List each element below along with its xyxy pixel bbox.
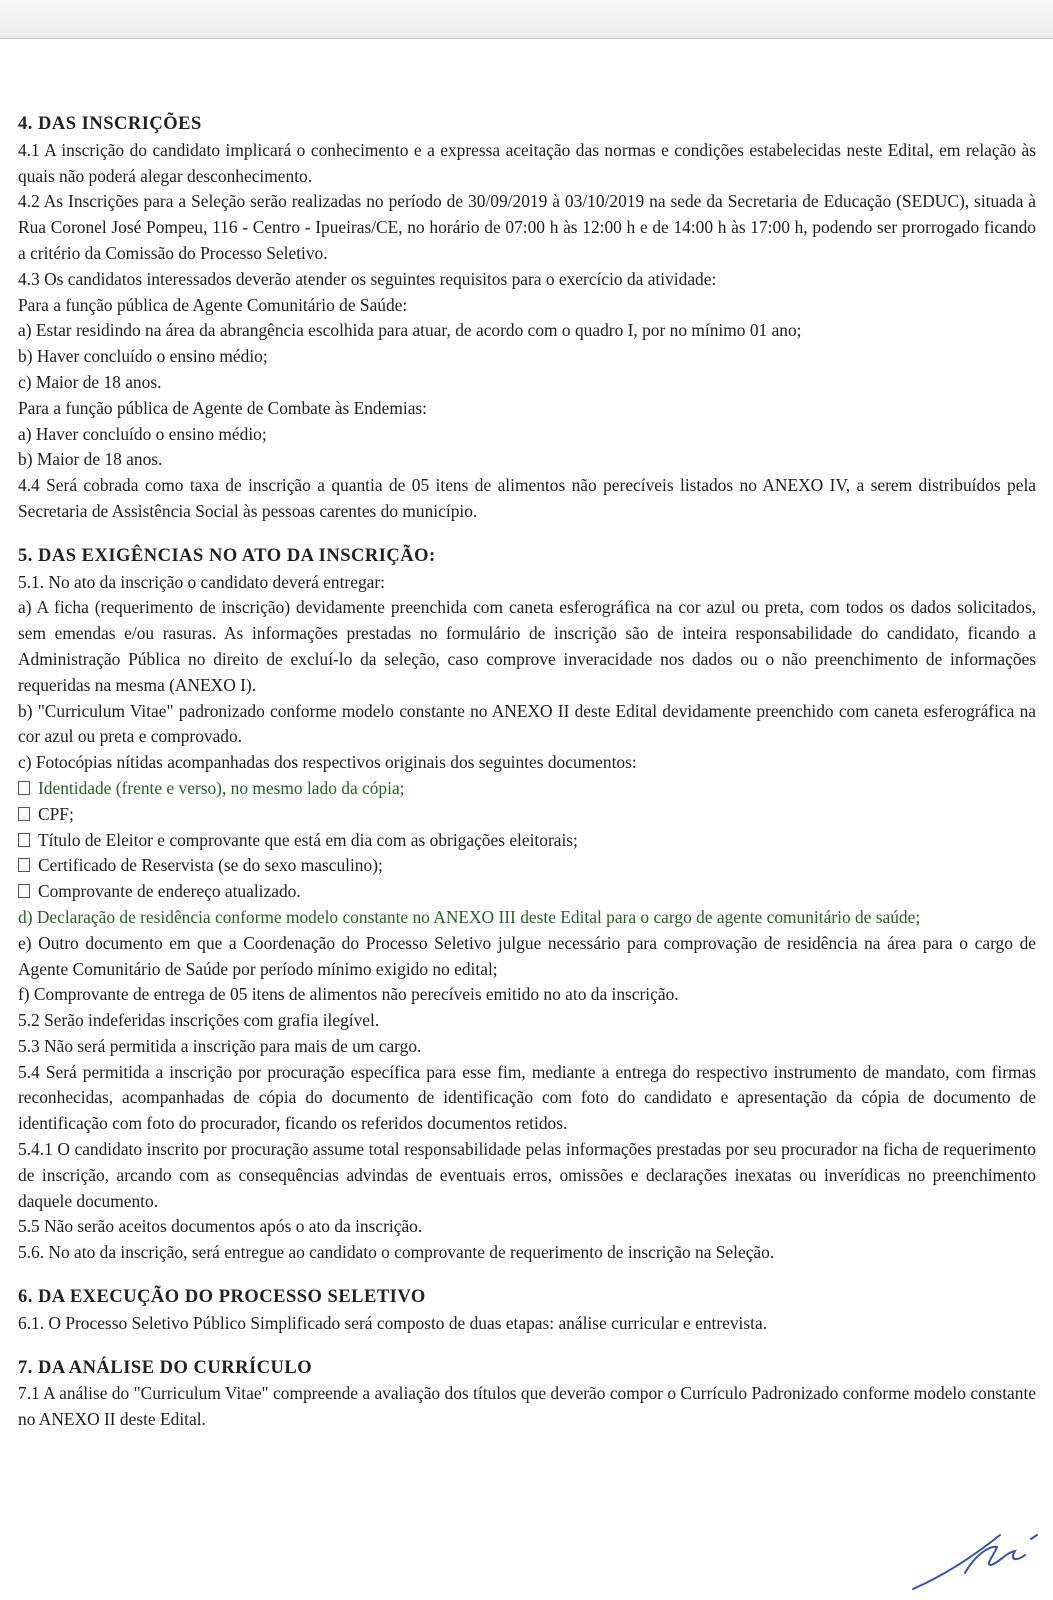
item-5-1-a: a) A ficha (requerimento de inscrição) devidamente preenchida com caneta esferográfica na cor azul ou preta, com todos os dados solicitados, sem emendas e/ou rasuras. As informações prestadas no formulário de inscrição são de inteira responsabilidade do candidato, ficando a Administração Pública no direito de excluí-lo da seleção, caso comprove inveracidade nos dados ou o não preenchimento de informações requeridas na mesma (ANEXO I). — [18, 597, 1036, 695]
acs-requirement-b: b) Haver concluído o ensino médio; — [18, 346, 268, 367]
checkbox-square-icon — [18, 884, 30, 898]
paragraph-4-4: 4.4 Será cobrada como taxa de inscrição a quantia de 05 itens de alimentos não perecíveis listados no ANEXO IV, a serem distribuídos pela Secretaria de Assistência Social às pessoas carentes do município. — [18, 475, 1036, 521]
item-5-1-c: c) Fotocópias nítidas acompanhadas dos respectivos originais dos seguintes documentos: — [18, 752, 637, 773]
section-5-title: 5. DAS EXIGÊNCIAS NO ATO DA INSCRIÇÃO: — [18, 545, 436, 566]
checkbox-square-icon — [18, 807, 30, 821]
section-4-title: 4. DAS INSCRIÇÕES — [18, 114, 202, 134]
checkbox-square-icon — [18, 858, 30, 872]
paragraph-5-4-1: 5.4.1 O candidato inscrito por procuração assume total responsabilidade pelas informações prestadas por seu procurador na ficha de requerimento de inscrição, arcando com as consequências advindas de eventuais erros, omissões e declarações inexatas ou inverídicas no preenchimento daquele documento. — [18, 1139, 1036, 1211]
paragraph-4-1: 4.1 A inscrição do candidato implicará o conhecimento e a expressa aceitação das normas e condições estabelecidas neste Edital, em relação às quais não poderá alegar desconhecimento. — [18, 139, 1036, 186]
bullet-text: Comprovante de endereço atualizado. — [38, 881, 301, 902]
paragraph-5-4: 5.4 Será permitida a inscrição por procuração específica para esse fim, mediante a entrega do respectivo instrumento de mandato, com firmas reconhecidas, acompanhadas de cópia do documento de identificação com foto do candidato e apresentação da cópia de documento de identificação com foto do procurador, ficando os referidos documentos retidos. — [18, 1061, 1036, 1134]
paragraph-5-3: 5.3 Não será permitida a inscrição para mais de um cargo. — [18, 1035, 422, 1056]
section-6-title: 6. DA EXECUÇÃO DO PROCESSO SELETIVO — [18, 1287, 426, 1308]
signature-mark — [905, 1525, 1045, 1595]
checkbox-square-icon — [18, 833, 30, 847]
section-7-title: 7. DA ANÁLISE DO CURRÍCULO — [18, 1357, 313, 1378]
document-bullet-cpf — [18, 802, 1036, 828]
paragraph-6-1: 6.1. O Processo Seletivo Público Simplificado será composto de duas etapas: análise curricular e entrevista. — [18, 1312, 768, 1333]
document-bullet-identity — [18, 776, 1036, 802]
paragraph-5-6: 5.6. No ato da inscrição, será entregue ao candidato o comprovante de requerimento de inscrição na Seleção. — [18, 1242, 775, 1263]
bullet-text: Identidade (frente e verso), no mesmo lado da cópia; — [38, 777, 405, 798]
item-5-1-d: d) Declaração de residência conforme modelo constante no ANEXO III deste Edital para o cargo de agente comunitário de saúde; — [18, 906, 921, 927]
acs-requirements-title: Para a função pública de Agente Comunitário de Saúde: — [18, 294, 408, 315]
ace-requirement-a: a) Haver concluído o ensino médio; — [18, 423, 267, 444]
bullet-text: Título de Eleitor e comprovante que está em dia com as obrigações eleitorais; — [38, 829, 578, 850]
ace-requirement-b: b) Maior de 18 anos. — [18, 449, 163, 470]
bullet-text: Certificado de Reservista (se do sexo masculino); — [38, 855, 383, 876]
paragraph-5-2: 5.2 Serão indeferidas inscrições com grafia ilegível. — [18, 1010, 380, 1031]
paragraph-5-5: 5.5 Não serão aceitos documentos após o ato da inscrição. — [18, 1216, 423, 1237]
document-page — [18, 112, 1036, 1433]
document-bullet-voter-id — [18, 828, 1036, 854]
paragraph-4-2: 4.2 As Inscrições para a Seleção serão realizadas no período de 30/09/2019 à 03/10/2019 na sede da Secretaria de Educação (SEDUC), situada à Rua Coronel José Pompeu, 116 - Centro - Ipueiras/CE, no horário de 07:00 h às 12:00 h e de 14:00 h às 17:00 h, podendo ser prorrogado ficando a critério da Comissão do Processo Seletivo. — [18, 191, 1036, 263]
scan-top-bar — [0, 0, 1053, 39]
acs-requirement-c: c) Maior de 18 anos. — [18, 371, 162, 392]
checkbox-square-icon — [18, 781, 30, 795]
item-5-1-f: f) Comprovante de entrega de 05 itens de alimentos não perecíveis emitido no ato da inscrição. — [18, 984, 679, 1005]
paragraph-5-1: 5.1. No ato da inscrição o candidato deverá entregar: — [18, 571, 385, 592]
item-5-1-e: e) Outro documento em que a Coordenação do Processo Seletivo julgue necessário para comprovação de residência na área para o cargo de Agente Comunitário de Saúde por período mínimo exigido no edital; — [18, 932, 1036, 979]
ace-requirements-title: Para a função pública de Agente de Combate às Endemias: — [18, 397, 428, 418]
item-5-1-b: b) "Curriculum Vitae" padronizado conforme modelo constante no ANEXO II deste Edital devidamente preenchido com caneta esferográfica na cor azul ou preta e comprovado. — [18, 700, 1036, 747]
paragraph-7-1: 7.1 A análise do "Curriculum Vitae" compreende a avaliação dos títulos que deverão compor o Currículo Padronizado conforme modelo constante no ANEXO II deste Edital. — [18, 1383, 1036, 1430]
document-bullet-reservist — [18, 853, 1036, 879]
bullet-text: CPF; — [38, 803, 74, 824]
acs-requirement-a: a) Estar residindo na área da abrangência escolhida para atuar, de acordo com o quadro I, por no mínimo 01 ano; — [18, 320, 802, 341]
document-bullet-address — [18, 879, 1036, 905]
paragraph-4-3: 4.3 Os candidatos interessados deverão atender os seguintes requisitos para o exercício da atividade: — [18, 268, 717, 289]
